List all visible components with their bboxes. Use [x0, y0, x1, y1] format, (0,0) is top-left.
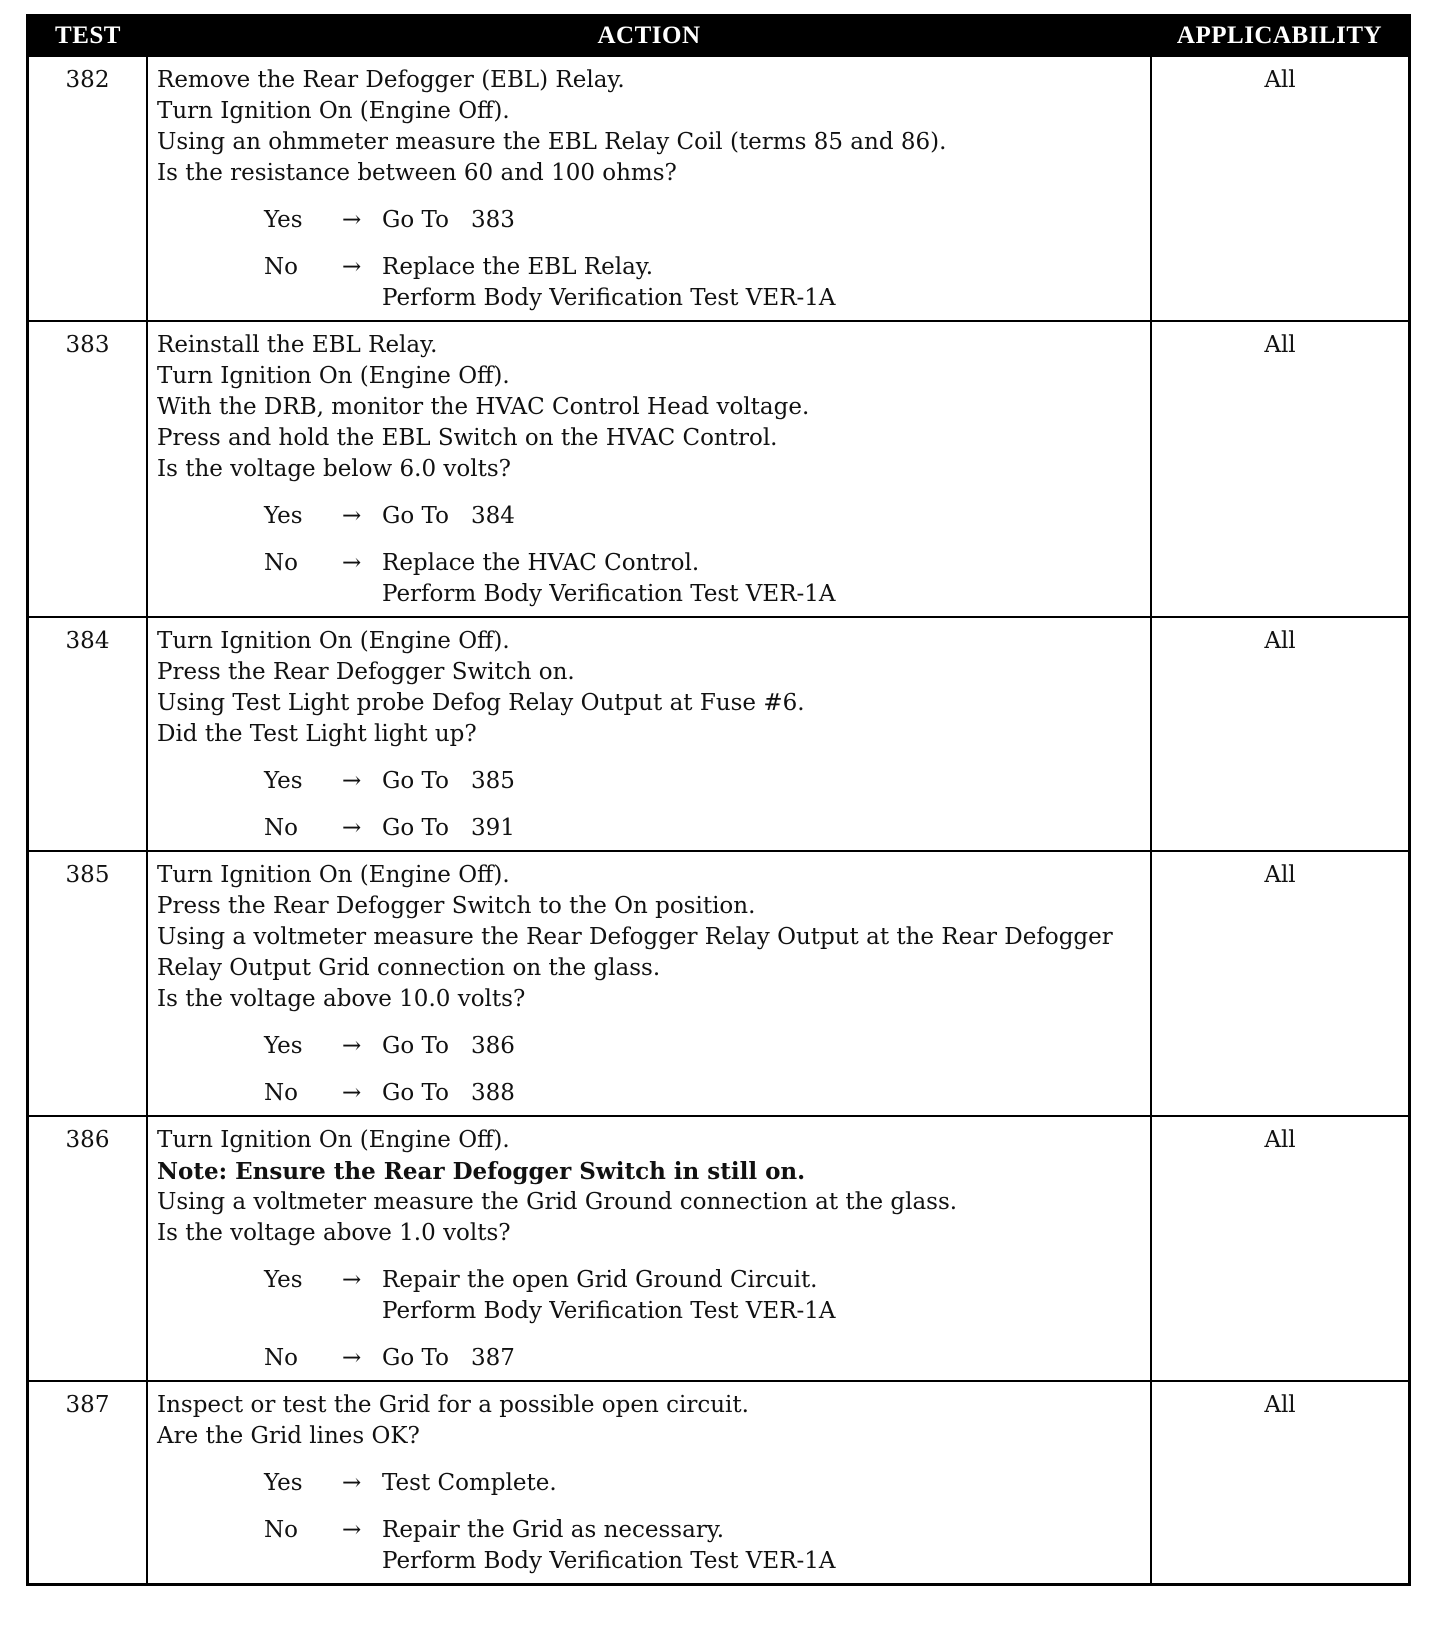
outcome-no [264, 1078, 1146, 1109]
table-row [29, 1116, 1408, 1381]
outcome-result [382, 1468, 1146, 1499]
action-step: Turn Ignition On (Engine Off). [157, 1127, 510, 1153]
arrow-icon: → [342, 550, 362, 576]
outcome-label: Yes [264, 1033, 303, 1059]
column-header-test: TEST [29, 17, 147, 56]
goto-text: Go To [382, 815, 449, 841]
outcome-no [264, 813, 1146, 844]
action-step: Turn Ignition On (Engine Off). [157, 628, 510, 654]
outcome-no [264, 1343, 1146, 1374]
outcome-yes [264, 1031, 1146, 1062]
arrow-icon: → [342, 1080, 362, 1106]
applicability-cell: All [1151, 56, 1408, 321]
action-step: Press and hold the EBL Switch on the HVAC Control. [157, 425, 778, 451]
goto-target: 391 [470, 815, 515, 841]
action-cell [147, 851, 1151, 1116]
goto-text: Go To [382, 1080, 449, 1106]
action-step: Are the Grid lines OK? [157, 1423, 420, 1449]
action-step: Is the voltage above 10.0 volts? [157, 986, 526, 1012]
result-line: Perform Body Verification Test VER-1A [382, 1548, 836, 1574]
action-cell [147, 1381, 1151, 1583]
table-row [29, 617, 1408, 851]
test-number: 383 [29, 321, 147, 617]
action-cell [147, 1116, 1151, 1381]
result-line: Repair the Grid as necessary. [382, 1517, 725, 1543]
applicability-cell: All [1151, 617, 1408, 851]
result-line: Test Complete. [382, 1470, 557, 1496]
outcome-result [382, 766, 1146, 797]
table-row [29, 56, 1408, 321]
goto-target: 388 [470, 1080, 515, 1106]
applicability-cell: All [1151, 1381, 1408, 1583]
action-cell [147, 321, 1151, 617]
outcome-result [382, 1343, 1146, 1374]
action-step: Is the voltage above 1.0 volts? [157, 1220, 511, 1246]
outcome-result [382, 1031, 1146, 1062]
arrow-icon: → [342, 503, 362, 529]
goto-target: 385 [470, 768, 515, 794]
action-step: Using a voltmeter measure the Grid Ground connection at the glass. [157, 1189, 958, 1215]
applicability-cell: All [1151, 851, 1408, 1116]
outcome-label: Yes [264, 1470, 303, 1496]
outcome-result [382, 1265, 1146, 1327]
test-number: 386 [29, 1116, 147, 1381]
action-step: Inspect or test the Grid for a possible open circuit. [157, 1392, 749, 1418]
column-header-applicability: APPLICABILITY [1151, 17, 1408, 56]
goto-target: 384 [470, 503, 515, 529]
outcome-label: No [264, 1080, 298, 1106]
goto-text: Go To [382, 1345, 449, 1371]
action-step: Did the Test Light light up? [157, 721, 477, 747]
action-cell [147, 56, 1151, 321]
goto-target: 383 [470, 207, 515, 233]
outcome-result [382, 813, 1146, 844]
outcome-result [382, 1078, 1146, 1109]
action-step: Press the Rear Defogger Switch on. [157, 659, 575, 685]
outcome-label: Yes [264, 207, 303, 233]
test-number: 384 [29, 617, 147, 851]
action-step: Remove the Rear Defogger (EBL) Relay. [157, 67, 625, 93]
test-number: 387 [29, 1381, 147, 1583]
action-step: Is the resistance between 60 and 100 ohms? [157, 160, 677, 186]
outcome-label: Yes [264, 503, 303, 529]
action-step: Reinstall the EBL Relay. [157, 332, 438, 358]
result-line: Replace the EBL Relay. [382, 254, 654, 280]
outcome-yes [264, 501, 1146, 532]
outcome-label: Yes [264, 768, 303, 794]
outcome-label: No [264, 1345, 298, 1371]
outcome-yes [264, 1468, 1146, 1499]
result-line: Replace the HVAC Control. [382, 550, 700, 576]
outcome-label: No [264, 550, 298, 576]
arrow-icon: → [342, 1033, 362, 1059]
action-note: Note: Ensure the Rear Defogger Switch in still on. [157, 1158, 806, 1185]
arrow-icon: → [342, 1345, 362, 1371]
outcome-yes [264, 766, 1146, 797]
action-step: Using a voltmeter measure the Rear Defogger Relay Output at the Rear Defogger [157, 924, 1113, 950]
arrow-icon: → [342, 768, 362, 794]
goto-target: 386 [470, 1033, 515, 1059]
table-header-row [29, 17, 1408, 56]
arrow-icon: → [342, 1267, 362, 1293]
action-step: Turn Ignition On (Engine Off). [157, 98, 510, 124]
test-number: 385 [29, 851, 147, 1116]
goto-text: Go To [382, 1033, 449, 1059]
action-step: Is the voltage below 6.0 volts? [157, 456, 511, 482]
outcome-no [264, 252, 1146, 314]
result-line: Repair the open Grid Ground Circuit. [382, 1267, 818, 1293]
outcome-result [382, 548, 1146, 610]
applicability-cell: All [1151, 1116, 1408, 1381]
outcome-label: No [264, 815, 298, 841]
outcome-result [382, 501, 1146, 532]
outcome-result [382, 205, 1146, 236]
result-line: Perform Body Verification Test VER-1A [382, 285, 836, 311]
diagnostic-test-table [26, 14, 1411, 1586]
arrow-icon: → [342, 254, 362, 280]
goto-target: 387 [470, 1345, 515, 1371]
test-number: 382 [29, 56, 147, 321]
goto-text: Go To [382, 207, 449, 233]
result-line: Perform Body Verification Test VER-1A [382, 581, 836, 607]
goto-text: Go To [382, 768, 449, 794]
outcome-result [382, 1515, 1146, 1577]
arrow-icon: → [342, 1517, 362, 1543]
outcome-no [264, 1515, 1146, 1577]
outcome-label: Yes [264, 1267, 303, 1293]
action-step: Relay Output Grid connection on the glass. [157, 955, 661, 981]
arrow-icon: → [342, 815, 362, 841]
action-step: With the DRB, monitor the HVAC Control Head voltage. [157, 394, 810, 420]
outcome-yes [264, 1265, 1146, 1327]
goto-text: Go To [382, 503, 449, 529]
action-cell [147, 617, 1151, 851]
outcome-no [264, 548, 1146, 610]
applicability-cell: All [1151, 321, 1408, 617]
outcome-label: No [264, 254, 298, 280]
action-step: Turn Ignition On (Engine Off). [157, 862, 510, 888]
action-step: Using Test Light probe Defog Relay Output at Fuse #6. [157, 690, 805, 716]
action-step: Press the Rear Defogger Switch to the On position. [157, 893, 756, 919]
action-step: Turn Ignition On (Engine Off). [157, 363, 510, 389]
table-row [29, 851, 1408, 1116]
arrow-icon: → [342, 207, 362, 233]
outcome-yes [264, 205, 1146, 236]
outcome-label: No [264, 1517, 298, 1543]
result-line: Perform Body Verification Test VER-1A [382, 1298, 836, 1324]
outcome-result [382, 252, 1146, 314]
column-header-action: ACTION [147, 17, 1151, 56]
action-step: Using an ohmmeter measure the EBL Relay Coil (terms 85 and 86). [157, 129, 947, 155]
table-row [29, 1381, 1408, 1583]
table-row [29, 321, 1408, 617]
arrow-icon: → [342, 1470, 362, 1496]
